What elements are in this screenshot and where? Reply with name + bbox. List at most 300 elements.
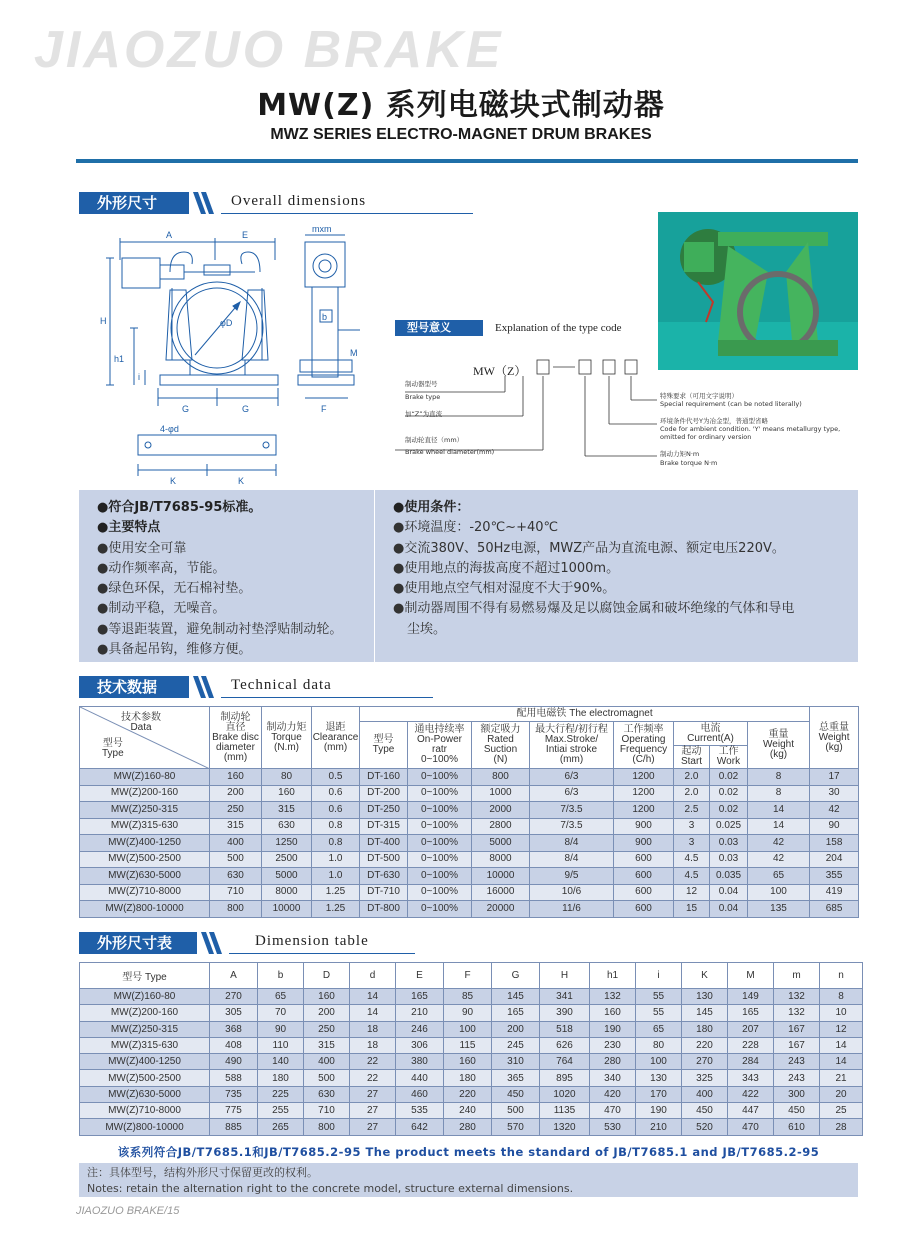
- tech-header-disc: 制动轮 直径 Brake disc diameter (mm): [210, 707, 262, 769]
- table-cell: 110: [258, 1037, 304, 1053]
- table-cell: 588: [210, 1070, 258, 1086]
- tech-header-mtype: 型号 Type: [360, 722, 408, 769]
- table-cell: 380: [396, 1054, 444, 1070]
- header-type-cn: 型号: [102, 738, 123, 749]
- table-cell: 450: [774, 1103, 820, 1119]
- table-cell: 130: [682, 989, 728, 1005]
- table-cell: 265: [258, 1119, 304, 1135]
- code-right2-en: Code for ambient condition. 'Y' means metallurgy type, omitted for ordinary version: [660, 425, 841, 441]
- dimension-table-body: [80, 989, 863, 1136]
- code-right1-cn: 特殊要求（可用文字说明）: [660, 392, 738, 400]
- table-cell: 885: [210, 1119, 258, 1135]
- table-cell: 7/3.5: [530, 802, 614, 819]
- feature-item: ●绿色环保，无石棉衬垫。: [97, 581, 252, 597]
- table-cell: 10000: [472, 868, 530, 885]
- table-cell: 535: [396, 1103, 444, 1119]
- table-cell: 0.6: [312, 802, 360, 819]
- table-cell: 160: [590, 1005, 636, 1021]
- table-cell: 0~100%: [408, 901, 472, 918]
- model-cell: MW(Z)200-160: [80, 785, 210, 802]
- dim-label-K2: K: [238, 476, 245, 486]
- code-right1-en: Special requirement (can be noted literally): [660, 400, 802, 408]
- table-cell: 14: [350, 989, 396, 1005]
- table-cell: 1320: [540, 1119, 590, 1135]
- table-cell: 390: [540, 1005, 590, 1021]
- table-cell: 28: [820, 1119, 863, 1135]
- table-cell: 570: [492, 1119, 540, 1135]
- table-cell: 14: [748, 818, 810, 835]
- condition-item: ●使用地点的海拔高度不超过1000m。: [393, 560, 620, 576]
- table-cell: 149: [728, 989, 774, 1005]
- table-cell: 2500: [262, 851, 312, 868]
- table-cell: 0.035: [710, 868, 748, 885]
- notes-panel: [79, 1163, 858, 1197]
- table-cell: 250: [304, 1021, 350, 1037]
- table-cell: 210: [396, 1005, 444, 1021]
- table-cell: 685: [810, 901, 859, 918]
- condition-item: ●制动器周围不得有易燃易爆及足以腐蚀金属和破坏绝缘的气体和导电: [393, 601, 795, 617]
- model-cell: MW(Z)800-10000: [80, 1119, 210, 1135]
- table-cell: 800: [210, 901, 262, 918]
- table-cell: 2.0: [674, 785, 710, 802]
- table-cell: 775: [210, 1103, 258, 1119]
- table-cell: 450: [492, 1086, 540, 1102]
- table-cell: DT-500: [360, 851, 408, 868]
- table-row: [80, 1054, 863, 1070]
- dimension-header-cell: i: [636, 963, 682, 989]
- table-cell: 270: [682, 1054, 728, 1070]
- code-left1-en: Brake type: [405, 393, 441, 401]
- table-cell: 490: [210, 1054, 258, 1070]
- brand-watermark: JIAOZUO BRAKE: [34, 21, 504, 79]
- dim-label-A: A: [166, 230, 173, 240]
- table-cell: 1200: [614, 785, 674, 802]
- dim-label-G1: G: [182, 404, 190, 414]
- tech-header-stroke: 最大行程/初行程 Max.Stroke/ Intiai stroke (mm): [530, 722, 614, 769]
- note-en: Notes: retain the alternation right to the concrete model, structure external dimensions.: [87, 1182, 574, 1195]
- page-footer: JIAOZUO BRAKE/15: [76, 1205, 180, 1217]
- feature-standard: ●符合JB/T7685-95标准。: [97, 500, 262, 515]
- features-right: [393, 498, 794, 640]
- table-cell: 9/5: [530, 868, 614, 885]
- tech-header-start: 起动 Start: [674, 746, 710, 769]
- tech-header-work: 工作 Work: [710, 746, 748, 769]
- table-cell: 230: [590, 1037, 636, 1053]
- table-cell: 1.0: [312, 851, 360, 868]
- section-header-overall: [79, 192, 399, 214]
- table-cell: 0.025: [710, 818, 748, 835]
- table-row: [80, 785, 859, 802]
- table-cell: 65: [258, 989, 304, 1005]
- feature-item: ●具备起吊钩，维修方便。: [97, 642, 252, 658]
- table-cell: 800: [304, 1119, 350, 1135]
- table-row: [80, 1086, 863, 1102]
- table-cell: 140: [258, 1054, 304, 1070]
- dim-label-K1: K: [170, 476, 177, 486]
- model-cell: MW(Z)800-10000: [80, 901, 210, 918]
- table-cell: 5000: [262, 868, 312, 885]
- table-row: [80, 818, 859, 835]
- table-cell: 340: [590, 1070, 636, 1086]
- section-label-cn: 外形尺寸: [79, 192, 189, 214]
- condition-item: 尘埃。: [407, 621, 447, 637]
- table-cell: 626: [540, 1037, 590, 1053]
- table-cell: 900: [614, 835, 674, 852]
- table-row: [80, 851, 859, 868]
- table-cell: 100: [748, 884, 810, 901]
- code-left2-cn: 加“Z”为直流: [405, 410, 443, 418]
- tech-header-total: 总重量 Weight (kg): [810, 707, 859, 769]
- table-cell: 42: [748, 851, 810, 868]
- table-cell: 343: [728, 1070, 774, 1086]
- table-cell: DT-710: [360, 884, 408, 901]
- table-cell: 310: [492, 1054, 540, 1070]
- table-row: [80, 1005, 863, 1021]
- table-cell: 85: [444, 989, 492, 1005]
- table-cell: 100: [444, 1021, 492, 1037]
- dim-label-mxm: mxm: [312, 224, 332, 234]
- table-cell: 190: [590, 1021, 636, 1037]
- table-cell: 5000: [472, 835, 530, 852]
- dimension-header-cell: H: [540, 963, 590, 989]
- table-cell: 30: [810, 785, 859, 802]
- features-divider: [374, 490, 375, 662]
- table-cell: 408: [210, 1037, 258, 1053]
- table-cell: 0~100%: [408, 884, 472, 901]
- table-cell: 1135: [540, 1103, 590, 1119]
- table-cell: 422: [728, 1086, 774, 1102]
- table-cell: 70: [258, 1005, 304, 1021]
- table-cell: 8: [748, 769, 810, 786]
- table-cell: 20: [820, 1086, 863, 1102]
- table-cell: 1.25: [312, 901, 360, 918]
- dimension-header-cell: b: [258, 963, 304, 989]
- table-cell: 11/6: [530, 901, 614, 918]
- table-cell: 630: [304, 1086, 350, 1102]
- dimension-header-cell: h1: [590, 963, 636, 989]
- section-underline: [221, 697, 433, 698]
- dim-label-d: 4-φd: [160, 424, 179, 434]
- header-type-en: Type: [102, 748, 124, 759]
- table-cell: 55: [636, 1005, 682, 1021]
- table-cell: 228: [728, 1037, 774, 1053]
- table-cell: 0~100%: [408, 769, 472, 786]
- table-cell: 14: [820, 1037, 863, 1053]
- model-cell: MW(Z)500-2500: [80, 1070, 210, 1086]
- table-cell: 0.03: [710, 835, 748, 852]
- table-cell: 135: [748, 901, 810, 918]
- table-cell: 7/3.5: [530, 818, 614, 835]
- dim-label-b: b: [322, 312, 328, 322]
- dimension-header-cell: m: [774, 963, 820, 989]
- table-cell: 167: [774, 1021, 820, 1037]
- table-cell: 630: [210, 868, 262, 885]
- table-cell: 270: [210, 989, 258, 1005]
- table-cell: 165: [728, 1005, 774, 1021]
- note-cn: 注：具体型号，结构外形尺寸保留更改的权利。: [87, 1166, 318, 1179]
- table-cell: 6/3: [530, 785, 614, 802]
- table-cell: 400: [210, 835, 262, 852]
- section-header-tech: [79, 676, 399, 698]
- table-cell: 12: [820, 1021, 863, 1037]
- table-cell: 22: [350, 1054, 396, 1070]
- dimension-header-cell: 型号 Type: [80, 963, 210, 989]
- table-cell: 240: [444, 1103, 492, 1119]
- dimension-header-cell: n: [820, 963, 863, 989]
- dim-label-M: M: [350, 348, 358, 358]
- feature-item: ●使用安全可靠: [97, 540, 187, 556]
- section-slash-icon: [197, 932, 227, 954]
- page-title-en: MWZ SERIES ELECTRO-MAGNET DRUM BRAKES: [270, 126, 652, 143]
- table-cell: 284: [728, 1054, 774, 1070]
- table-cell: 27: [350, 1119, 396, 1135]
- dimension-header-cell: M: [728, 963, 774, 989]
- table-cell: 0.8: [312, 835, 360, 852]
- table-cell: 65: [748, 868, 810, 885]
- table-cell: DT-250: [360, 802, 408, 819]
- table-cell: 115: [444, 1037, 492, 1053]
- table-cell: 530: [590, 1119, 636, 1135]
- table-cell: 0.5: [312, 769, 360, 786]
- table-row: [80, 1070, 863, 1086]
- dimension-header-cell: K: [682, 963, 728, 989]
- title-rule: [76, 159, 858, 163]
- table-row: [80, 901, 859, 918]
- model-cell: MW(Z)315-630: [80, 818, 210, 835]
- table-row: [80, 835, 859, 852]
- table-cell: 132: [774, 989, 820, 1005]
- table-cell: 17: [810, 769, 859, 786]
- table-cell: 8/4: [530, 851, 614, 868]
- table-cell: 500: [492, 1103, 540, 1119]
- table-cell: 500: [210, 851, 262, 868]
- table-cell: 710: [210, 884, 262, 901]
- table-cell: 0.03: [710, 851, 748, 868]
- table-cell: 0.6: [312, 785, 360, 802]
- table-cell: 0~100%: [408, 802, 472, 819]
- table-cell: 300: [774, 1086, 820, 1102]
- table-cell: 255: [258, 1103, 304, 1119]
- table-cell: 440: [396, 1070, 444, 1086]
- tech-header-onpower: 通电持续率 On-Power ratr 0~100%: [408, 722, 472, 769]
- model-cell: MW(Z)315-630: [80, 1037, 210, 1053]
- dimension-header-cell: E: [396, 963, 444, 989]
- code-left3-en: Brake wheel diameter(mm): [405, 448, 495, 456]
- tech-table-body: [80, 769, 859, 918]
- table-cell: 132: [774, 1005, 820, 1021]
- table-cell: 14: [820, 1054, 863, 1070]
- dim-label-H: H: [100, 316, 107, 326]
- table-cell: DT-800: [360, 901, 408, 918]
- table-cell: 735: [210, 1086, 258, 1102]
- model-cell: MW(Z)250-315: [80, 1021, 210, 1037]
- dim-label-F: F: [321, 404, 327, 414]
- table-cell: 160: [444, 1054, 492, 1070]
- table-cell: 180: [444, 1070, 492, 1086]
- table-cell: 0~100%: [408, 851, 472, 868]
- header-data: Data: [130, 722, 152, 733]
- table-cell: 8: [748, 785, 810, 802]
- technical-data-table: [79, 706, 859, 918]
- table-row: [80, 989, 863, 1005]
- section-label-cn: 技术数据: [79, 676, 189, 698]
- table-cell: 18: [350, 1021, 396, 1037]
- model-cell: MW(Z)400-1250: [80, 1054, 210, 1070]
- dimension-header-row: [80, 963, 863, 989]
- table-cell: 100: [636, 1054, 682, 1070]
- table-cell: 200: [492, 1021, 540, 1037]
- table-cell: 160: [262, 785, 312, 802]
- model-cell: MW(Z)710-8000: [80, 884, 210, 901]
- type-code-mw: MW（Z）: [473, 364, 527, 378]
- table-cell: 0.8: [312, 818, 360, 835]
- table-cell: 10000: [262, 901, 312, 918]
- table-cell: 325: [682, 1070, 728, 1086]
- table-cell: 160: [304, 989, 350, 1005]
- type-code-explanation: [395, 320, 855, 470]
- table-cell: 225: [258, 1086, 304, 1102]
- table-cell: 27: [350, 1103, 396, 1119]
- table-cell: 800: [472, 769, 530, 786]
- table-cell: 14: [748, 802, 810, 819]
- dim-label-D: φD: [220, 318, 233, 328]
- table-cell: 145: [492, 989, 540, 1005]
- section-slash-icon: [189, 192, 219, 214]
- model-cell: MW(Z)500-2500: [80, 851, 210, 868]
- table-cell: 305: [210, 1005, 258, 1021]
- table-cell: 8: [820, 989, 863, 1005]
- table-cell: 470: [728, 1119, 774, 1135]
- table-cell: 306: [396, 1037, 444, 1053]
- section-label-en: Overall dimensions: [231, 193, 367, 209]
- table-cell: 180: [258, 1070, 304, 1086]
- model-cell: MW(Z)160-80: [80, 769, 210, 786]
- table-cell: 341: [540, 989, 590, 1005]
- section-underline: [229, 953, 415, 954]
- tech-header-current: 电流 Current(A): [674, 722, 748, 746]
- model-cell: MW(Z)400-1250: [80, 835, 210, 852]
- dimension-header-cell: D: [304, 963, 350, 989]
- dimension-header-cell: d: [350, 963, 396, 989]
- code-left1-cn: 制动器型号: [405, 380, 438, 388]
- section-label-cn: 外形尺寸表: [79, 932, 197, 954]
- feature-item: ●动作频率高，节能。: [97, 560, 226, 576]
- tech-header-type: [80, 707, 210, 769]
- table-cell: 158: [810, 835, 859, 852]
- table-cell: 8000: [472, 851, 530, 868]
- table-cell: 10: [820, 1005, 863, 1021]
- table-cell: 470: [590, 1103, 636, 1119]
- table-cell: 0~100%: [408, 868, 472, 885]
- code-left3-cn: 制动轮直径（mm）: [405, 436, 464, 444]
- table-cell: 90: [444, 1005, 492, 1021]
- table-cell: 16000: [472, 884, 530, 901]
- section-underline: [221, 213, 473, 214]
- table-cell: 600: [614, 868, 674, 885]
- table-cell: 80: [262, 769, 312, 786]
- tech-header-clearance: 退距 Clearance (mm): [312, 707, 360, 769]
- table-row: [80, 802, 859, 819]
- table-cell: 204: [810, 851, 859, 868]
- table-cell: DT-630: [360, 868, 408, 885]
- table-cell: 355: [810, 868, 859, 885]
- table-cell: 160: [210, 769, 262, 786]
- table-cell: 1250: [262, 835, 312, 852]
- table-cell: DT-200: [360, 785, 408, 802]
- table-cell: 600: [614, 851, 674, 868]
- table-cell: 2800: [472, 818, 530, 835]
- table-cell: 18: [350, 1037, 396, 1053]
- table-cell: 1020: [540, 1086, 590, 1102]
- condition-item: ●交流380V、50Hz电源，MWZ产品为直流电源、额定电压220V。: [393, 540, 785, 556]
- table-cell: 246: [396, 1021, 444, 1037]
- table-cell: 447: [728, 1103, 774, 1119]
- dim-label-E: E: [242, 230, 249, 240]
- header-param: 技术参数: [121, 712, 161, 723]
- model-cell: MW(Z)160-80: [80, 989, 210, 1005]
- table-cell: 630: [262, 818, 312, 835]
- table-cell: 315: [304, 1037, 350, 1053]
- table-cell: 280: [444, 1119, 492, 1135]
- table-cell: 0~100%: [408, 835, 472, 852]
- table-row: [80, 1037, 863, 1053]
- table-cell: 2.5: [674, 802, 710, 819]
- condition-item: ●环境温度：-20℃~+40℃: [393, 520, 559, 536]
- table-cell: 130: [636, 1070, 682, 1086]
- dimension-table: [79, 962, 863, 1136]
- table-cell: 600: [614, 884, 674, 901]
- table-cell: DT-160: [360, 769, 408, 786]
- table-cell: 280: [590, 1054, 636, 1070]
- table-cell: 0.04: [710, 884, 748, 901]
- section-label-en: Technical data: [231, 677, 332, 693]
- table-cell: 190: [636, 1103, 682, 1119]
- table-cell: 1.0: [312, 868, 360, 885]
- table-cell: 6/3: [530, 769, 614, 786]
- table-cell: DT-315: [360, 818, 408, 835]
- table-cell: 3: [674, 818, 710, 835]
- features-left: [97, 498, 342, 660]
- model-cell: MW(Z)630-5000: [80, 868, 210, 885]
- table-cell: 400: [682, 1086, 728, 1102]
- table-cell: 764: [540, 1054, 590, 1070]
- table-cell: 90: [258, 1021, 304, 1037]
- table-cell: 210: [636, 1119, 682, 1135]
- table-cell: 145: [682, 1005, 728, 1021]
- table-cell: 20000: [472, 901, 530, 918]
- brake-drawing: [100, 220, 360, 490]
- table-row: [80, 868, 859, 885]
- table-cell: 2000: [472, 802, 530, 819]
- code-right3-cn: 制动力矩N·m: [660, 450, 700, 458]
- table-cell: 400: [304, 1054, 350, 1070]
- condition-item: ●使用地点空气相对湿度不大于90%。: [393, 581, 616, 597]
- table-cell: 0.04: [710, 901, 748, 918]
- table-cell: 170: [636, 1086, 682, 1102]
- table-cell: 55: [636, 989, 682, 1005]
- table-cell: 27: [350, 1086, 396, 1102]
- code-right3-en: Brake torque N·m: [660, 459, 718, 467]
- table-cell: 1.25: [312, 884, 360, 901]
- table-cell: 315: [210, 818, 262, 835]
- dimension-header-cell: F: [444, 963, 492, 989]
- table-cell: 167: [774, 1037, 820, 1053]
- tech-header-frequency: 工作频率 Operating Frequency (C/h): [614, 722, 674, 769]
- table-cell: 165: [396, 989, 444, 1005]
- table-cell: 220: [682, 1037, 728, 1053]
- model-cell: MW(Z)710-8000: [80, 1103, 210, 1119]
- code-right2-cn: 环境条件代号Y为冶金型，普通型省略: [660, 417, 768, 425]
